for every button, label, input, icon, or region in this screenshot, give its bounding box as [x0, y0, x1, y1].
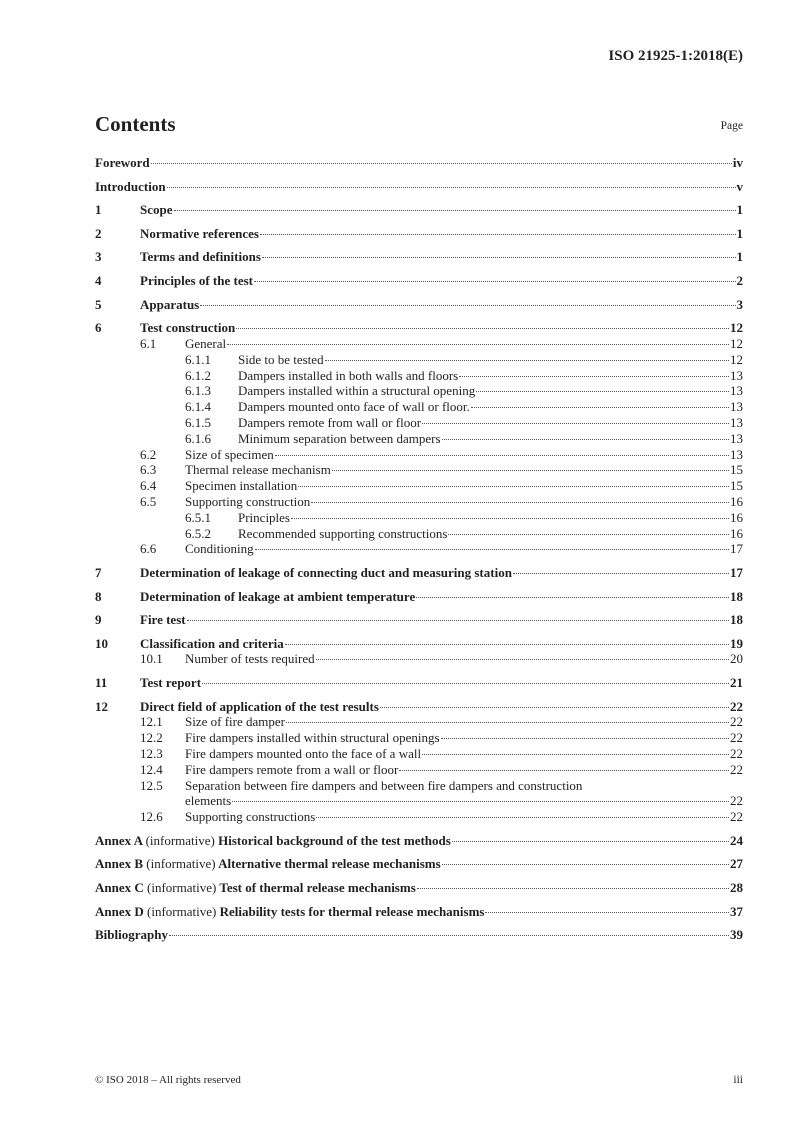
toc-entry[interactable] [95, 510, 743, 526]
toc-entry-number: 12.6 [140, 809, 163, 825]
toc-entry-number: 11 [95, 675, 108, 691]
page-title: Contents [95, 112, 176, 136]
toc-entry-title[interactable]: Fire dampers mounted onto the face of a wall [185, 746, 422, 762]
toc-entry[interactable] [95, 880, 743, 896]
leader-dots [476, 391, 729, 392]
toc-entry-title[interactable]: Number of tests required [185, 651, 315, 667]
toc-entry-number: 6.5 [140, 493, 157, 509]
toc-entry-title[interactable]: Dampers mounted onto face of wall or floor. [238, 399, 470, 415]
toc-entry-title[interactable]: Thermal release mechanism [185, 462, 331, 478]
toc-entry-title[interactable]: General [185, 335, 227, 351]
toc-entry[interactable] [95, 249, 743, 265]
toc-entry[interactable] [95, 478, 743, 494]
toc-entry-number: 6 [95, 320, 102, 336]
toc-entry[interactable] [95, 778, 743, 794]
toc-entry[interactable] [95, 927, 743, 943]
toc-entry-number: 6.6 [140, 541, 157, 557]
annex-note: (informative) [146, 856, 216, 872]
toc-entry-continuation [95, 793, 743, 809]
toc-entry-number: 5 [95, 296, 102, 312]
toc-entry-page: 1 [736, 225, 743, 241]
toc-entry-number: 12.1 [140, 714, 163, 730]
leader-dots [422, 754, 729, 755]
leader-dots [316, 659, 729, 660]
toc-entry-number: 6.1.6 [185, 430, 211, 446]
toc-entry-page: 17 [730, 541, 743, 557]
toc-entry-title[interactable]: Minimum separation between dampers [238, 430, 441, 446]
toc-entry-page: 13 [730, 430, 743, 446]
toc-entry-number: 6.4 [140, 478, 157, 494]
leader-dots [332, 470, 729, 471]
toc-entry-title[interactable]: Specimen installation [185, 478, 298, 494]
leader-dots [316, 817, 729, 818]
toc-entry-page: 22 [730, 761, 743, 777]
toc-entry-number: 6.5.1 [185, 509, 211, 525]
toc-entry-page: 20 [730, 651, 743, 667]
toc-entry-title[interactable]: Foreword [95, 155, 150, 170]
toc-entry[interactable] [95, 714, 743, 730]
leader-dots [399, 770, 729, 771]
toc-entry-title[interactable] [95, 904, 484, 920]
leader-dots [442, 864, 729, 865]
toc-entry-number: 7 [95, 564, 102, 580]
leader-dots [236, 328, 729, 329]
toc-entry-number: 6.3 [140, 462, 157, 478]
toc-entry-title[interactable]: Recommended supporting constructions [238, 525, 448, 541]
toc-entry-page: 39 [730, 927, 743, 943]
toc-entry-page: 13 [730, 399, 743, 415]
leader-dots [285, 644, 729, 645]
annex-title: Historical background of the test methods [218, 832, 451, 848]
toc-entry-title[interactable]: Determination of leakage at ambient temperature [140, 588, 416, 604]
toc-entry[interactable] [95, 675, 743, 691]
toc-entry-title[interactable]: Supporting constructions [185, 809, 316, 825]
toc-entry-number: 6.1.4 [185, 399, 211, 415]
toc-entry[interactable] [95, 155, 743, 171]
toc-entry-title[interactable]: Classification and criteria [140, 635, 284, 651]
toc-entry-page: v [736, 178, 743, 194]
toc-entry-title[interactable]: Dampers installed within a structural opening [238, 383, 476, 399]
annex-note: (informative) [145, 832, 215, 848]
toc-entry-page: 3 [736, 296, 743, 312]
toc-entry-title[interactable]: Determination of leakage of connecting duct and measuring station [140, 564, 512, 580]
leader-dots [422, 423, 729, 424]
toc-entry-title[interactable]: Dampers installed in both walls and floors [238, 367, 459, 383]
toc-entry-number: 10 [95, 635, 108, 651]
toc-entry-number: 6.2 [140, 446, 157, 462]
toc-entry-page: 12 [730, 335, 743, 351]
toc-entry-number: 12 [95, 698, 108, 714]
annex-label: Annex B [95, 856, 144, 872]
toc-entry-title[interactable]: Dampers remote from wall or floor [238, 414, 422, 430]
leader-dots [513, 573, 729, 574]
leader-dots [291, 518, 729, 519]
toc-entry[interactable] [95, 809, 743, 825]
toc-entry-title[interactable] [95, 856, 441, 872]
leader-dots [275, 455, 729, 456]
leader-dots [187, 620, 729, 621]
annex-note: (informative) [147, 903, 217, 919]
toc-entry-title[interactable]: Normative references [140, 225, 259, 241]
toc-entry-page: 1 [736, 202, 743, 218]
toc-entry[interactable] [95, 565, 743, 581]
toc-entry-page: 17 [730, 564, 743, 580]
leader-dots [227, 344, 729, 345]
toc-entry-number: 12.4 [140, 761, 163, 777]
leader-dots [441, 738, 729, 739]
toc-entry-page: 12 [730, 320, 743, 336]
toc-entry-number: 9 [95, 612, 102, 628]
toc-entry-number: 12.5 [140, 777, 163, 793]
toc-entry[interactable] [95, 462, 743, 478]
toc-entry[interactable] [95, 762, 743, 778]
toc-entry-page: 18 [730, 612, 743, 628]
toc-entry-page: 13 [730, 446, 743, 462]
leader-dots [255, 549, 729, 550]
annex-title: Reliability tests for thermal release mechanisms [219, 903, 485, 919]
toc-entry-page: 22 [730, 698, 743, 714]
toc-entry[interactable] [95, 431, 743, 447]
toc-entry[interactable] [95, 636, 743, 652]
toc-entry-title[interactable]: Bibliography [95, 927, 168, 943]
toc-entry-number: 6.1.5 [185, 414, 211, 430]
leader-dots [167, 187, 736, 188]
toc-entry-page: 16 [730, 493, 743, 509]
annex-title: Alternative thermal release mechanisms [218, 856, 441, 872]
toc-entry-page: 22 [730, 809, 743, 825]
toc-entry-title[interactable]: Side to be tested [238, 351, 324, 367]
toc-entry-title[interactable]: Scope [140, 202, 173, 218]
toc-entry-page: 16 [730, 509, 743, 525]
toc-entry[interactable] [95, 352, 743, 368]
toc-entry[interactable] [95, 541, 743, 557]
leader-dots [416, 597, 729, 598]
annex-title: Test of thermal release mechanisms [219, 880, 416, 896]
toc-entry[interactable] [95, 494, 743, 510]
toc-entry[interactable] [95, 589, 743, 605]
toc-entry-title[interactable] [95, 880, 416, 896]
toc-entry-title[interactable]: Direct field of application of the test results [140, 698, 379, 714]
toc-entry-title[interactable]: Supporting construction [185, 493, 311, 509]
toc-entry-title[interactable]: Test report [140, 675, 202, 691]
toc-entry[interactable] [95, 730, 743, 746]
leader-dots [471, 407, 729, 408]
toc-entry-number: 3 [95, 249, 102, 265]
toc-entry[interactable] [95, 415, 743, 431]
toc-entry[interactable] [95, 202, 743, 218]
leader-dots [254, 281, 735, 282]
leader-dots [325, 360, 729, 361]
toc-entry-title[interactable]: Fire dampers remote from a wall or floor [185, 761, 399, 777]
toc-entry[interactable] [95, 833, 743, 849]
toc-entry-page: 37 [730, 903, 743, 919]
leader-dots [442, 439, 729, 440]
toc-entry-page: 2 [736, 272, 743, 288]
leader-dots [174, 210, 736, 211]
toc-entry[interactable] [95, 746, 743, 762]
toc-entry[interactable] [95, 179, 743, 195]
toc-entry-number: 12.2 [140, 730, 163, 746]
toc-entry-title[interactable]: Separation between fire dampers and between fire dampers and construction [185, 777, 583, 793]
toc-entry-title[interactable]: Size of fire damper [185, 714, 285, 730]
toc-entry-title[interactable]: Terms and definitions [140, 249, 261, 265]
leader-dots [169, 935, 729, 936]
toc-entry-number: 6.5.2 [185, 525, 211, 541]
leader-dots [262, 257, 736, 258]
toc-entry[interactable] [95, 383, 743, 399]
toc-entry-title[interactable]: Conditioning [185, 541, 254, 557]
toc-entry-page: 19 [730, 635, 743, 651]
leader-dots [417, 888, 729, 889]
leader-dots [202, 683, 729, 684]
toc-entry-number: 6.1.3 [185, 383, 211, 399]
table-of-contents [95, 155, 743, 943]
toc-entry[interactable] [95, 526, 743, 542]
leader-dots [260, 234, 736, 235]
leader-dots [485, 912, 729, 913]
toc-entry-number: 6.1 [140, 335, 157, 351]
annex-label: Annex D [95, 903, 144, 919]
toc-entry-title[interactable]: Apparatus [140, 296, 200, 312]
page-number: iii [733, 1074, 743, 1086]
toc-entry-page: 16 [730, 525, 743, 541]
toc-entry[interactable] [95, 273, 743, 289]
toc-entry-number: 8 [95, 588, 102, 604]
toc-entry-page: 13 [730, 414, 743, 430]
toc-entry-page: 1 [736, 249, 743, 265]
toc-entry-page: 22 [730, 730, 743, 746]
toc-entry-page: 13 [730, 383, 743, 399]
toc-entry[interactable] [95, 368, 743, 384]
document-id: ISO 21925-1:2018(E) [608, 48, 743, 64]
toc-entry-page: 13 [730, 367, 743, 383]
toc-entry-number: 12.3 [140, 746, 163, 762]
leader-dots [380, 707, 729, 708]
toc-entry[interactable] [95, 226, 743, 242]
toc-entry-page: 28 [730, 880, 743, 896]
toc-entry-number: 6.1.2 [185, 367, 211, 383]
toc-entry-number: 10.1 [140, 651, 163, 667]
annex-label: Annex A [95, 832, 143, 848]
toc-entry-page: 22 [730, 746, 743, 762]
toc-entry-number: 6.1.1 [185, 351, 211, 367]
toc-entry-title[interactable]: Principles of the test [140, 272, 254, 288]
toc-entry-page: 12 [730, 351, 743, 367]
leader-dots [200, 305, 735, 306]
annex-label: Annex C [95, 880, 144, 896]
toc-entry[interactable] [95, 699, 743, 715]
toc-entry-title[interactable]: Fire test [140, 612, 186, 628]
toc-entry[interactable] [95, 320, 743, 336]
toc-entry-title[interactable] [95, 833, 451, 849]
toc-entry-page: 27 [730, 856, 743, 872]
toc-entry-page: iv [732, 155, 743, 170]
toc-entry[interactable] [95, 336, 743, 352]
toc-entry-page: 22 [730, 714, 743, 730]
toc-entry-title[interactable]: Fire dampers installed within structural openings [185, 730, 440, 746]
leader-dots [151, 163, 732, 164]
toc-entry-page: 24 [730, 832, 743, 848]
toc-entry-page: 18 [730, 588, 743, 604]
toc-entry-title[interactable]: Size of specimen [185, 446, 274, 462]
leader-dots [232, 801, 729, 802]
leader-dots [298, 486, 729, 487]
toc-entry[interactable] [95, 399, 743, 415]
annex-note: (informative) [147, 880, 217, 896]
toc-entry-title-continued: elements [185, 793, 232, 809]
toc-entry-page: 15 [730, 462, 743, 478]
toc-entry-title[interactable]: Introduction [95, 178, 166, 194]
toc-entry-title[interactable]: Test construction [140, 320, 236, 336]
toc-entry-number: 2 [95, 225, 102, 241]
toc-entry-title[interactable]: Principles [238, 509, 290, 525]
toc-entry[interactable] [95, 904, 743, 920]
toc-entry-page: 21 [730, 675, 743, 691]
toc-entry[interactable] [95, 856, 743, 872]
copyright-notice: © ISO 2018 – All rights reserved [95, 1074, 241, 1086]
toc-entry-number: 4 [95, 272, 102, 288]
leader-dots [459, 376, 729, 377]
toc-entry-number: 1 [95, 202, 102, 218]
toc-entry[interactable] [95, 297, 743, 313]
leader-dots [448, 534, 729, 535]
toc-entry[interactable] [95, 612, 743, 628]
toc-entry-page: 15 [730, 478, 743, 494]
toc-entry-page: 22 [730, 793, 743, 809]
toc-entry[interactable] [95, 651, 743, 667]
leader-dots [452, 841, 729, 842]
page-column-label: Page [720, 120, 743, 132]
leader-dots [286, 722, 729, 723]
toc-entry[interactable] [95, 447, 743, 463]
leader-dots [311, 502, 729, 503]
